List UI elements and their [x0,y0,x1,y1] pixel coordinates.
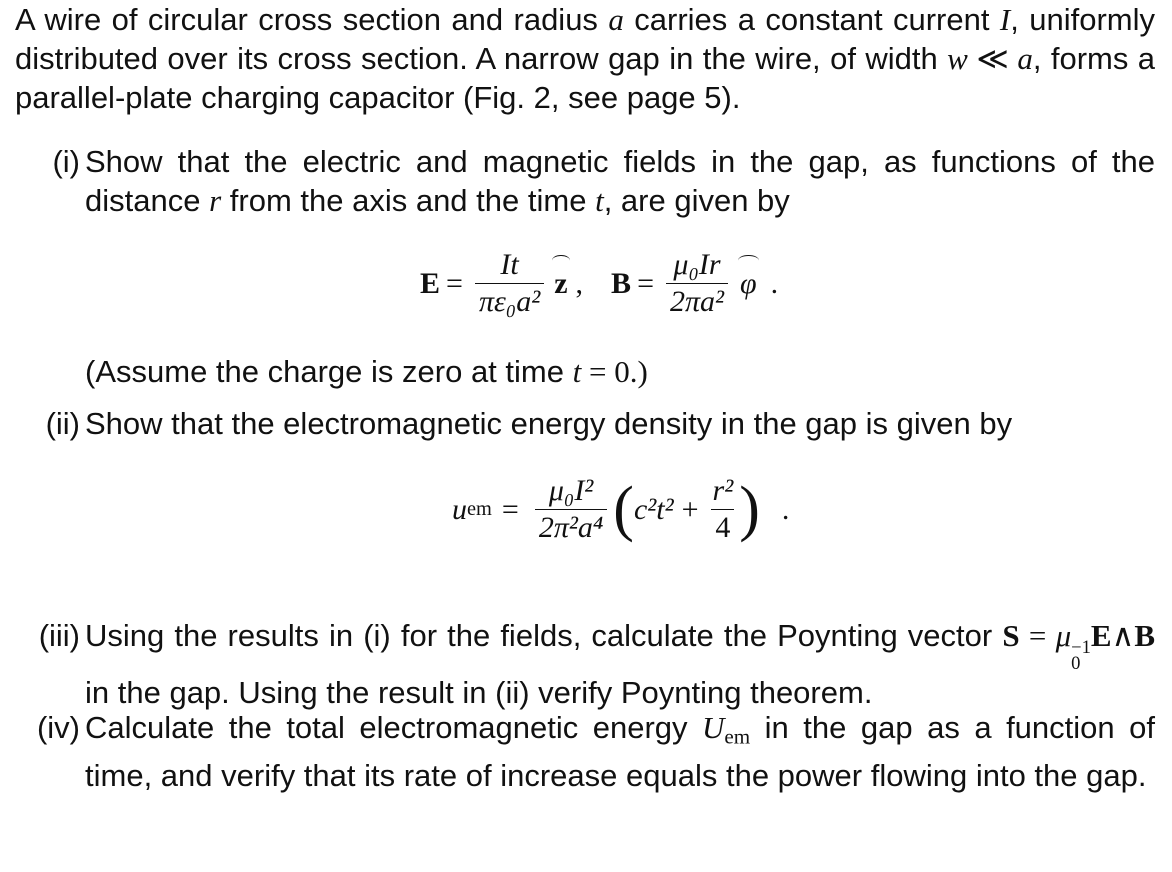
note-symbol-t: t [572,354,582,389]
plus-sign: + [681,492,699,526]
mu-superscript: −1 [1071,636,1091,658]
r2-over-4-fraction [709,476,738,543]
B-fraction [666,250,728,317]
energy-fraction [535,476,607,543]
E-field-symbol: E [420,266,441,300]
part-ii-number: (ii) [45,406,80,441]
intro-text-2: carries a constant current [623,2,1000,37]
right-paren: ) [739,474,760,543]
mu-symbol: μ [1055,618,1072,653]
part-i-number: (i) [52,144,80,179]
intro-paragraph [15,0,1155,117]
part-iii [0,616,1155,712]
mu-subscript: 0 [1071,653,1081,675]
U-subscript: em [724,724,751,749]
energy-numerator: μ₀I² [548,474,594,507]
phi-hat-unit-vector: φ [740,266,757,300]
symbol-a-2: a [1017,41,1033,76]
B-denominator: 2πa² [666,283,728,317]
equals-sign-4: = [1019,618,1056,653]
intro-text-1: A wire of circular cross section and radius [15,2,609,37]
B-field-symbol: B [611,266,632,300]
B-symbol: B [1134,618,1155,653]
symbol-t: t [595,183,604,218]
field-equation [420,250,778,317]
part-iii-text-2: in the gap. Using the result in (ii) verify Poynting theorem. [85,674,873,710]
part-ii-text: Show that the electromagnetic energy density in the gap is given by [85,406,1013,441]
symbol-I: I [999,2,1011,37]
part-iv-text-2: in the gap as a function of time, and verify that its rate of increase equals the power flowing into the gap. [85,710,1155,794]
E-numerator: It [500,248,519,281]
B-numerator: μ₀Ir [673,248,721,281]
energy-denominator: 2π²a⁴ [535,509,607,543]
intro-text-3: , uniformly distributed over its cross section. A narrow gap in the wire, of width [15,2,1156,76]
symbol-w: w [947,41,968,76]
z-hat-unit-vector: z [554,266,568,300]
energy-density-equation [452,476,789,543]
E-symbol: E [1090,618,1112,653]
symbol-r: r [209,183,222,218]
part-iv [0,708,1155,795]
note-equals-zero: = 0.) [581,354,648,389]
note-text: (Assume the charge is zero at time [85,354,573,389]
E-denominator: πε₀a² [475,283,544,317]
symbol-a: a [608,2,624,37]
part-iii-text-1: Using the results in (i) for the fields, calculate the Poynting vector [85,618,1003,653]
c2t2-term: c²t² [633,492,674,526]
part-i [0,142,1155,220]
much-less-sign: ≪ [967,41,1018,76]
S-symbol: S [1002,618,1020,653]
part-iii-text [85,616,1155,712]
period: . [770,266,779,300]
part-ii [0,404,1155,443]
E-fraction [475,250,544,317]
U-symbol: U [702,710,725,745]
part-iii-number: (iii) [38,618,80,653]
part-i-text-1: Show that the electric and magnetic fields in the gap, as functions of the distance [85,144,1155,218]
period-2: . [781,492,790,526]
equals-sign-3: = [501,492,519,526]
part-i-text-3: , are given by [603,183,790,218]
part-iv-number: (iv) [36,710,80,745]
u-symbol: u [452,492,467,526]
part-iv-text [85,708,1155,795]
part-iv-text-1: Calculate the total electromagnetic energy [85,710,703,745]
u-subscript: em [467,498,492,521]
left-paren: ( [613,474,634,543]
comma: , [575,266,584,300]
equals-sign-2: = [637,266,654,300]
mu-scripts [1071,636,1091,675]
equals-sign: = [446,266,463,300]
part-i-text [85,142,1155,220]
part-i-note [85,352,648,391]
r2-numerator: r² [712,474,734,507]
four-denominator: 4 [711,509,734,543]
part-i-text-2: from the axis and the time [221,183,596,218]
intro-text-4: , forms a parallel-plate charging capacitor (Fig. 2, see page 5). [15,41,1156,115]
wedge-symbol: ∧ [1111,618,1135,653]
